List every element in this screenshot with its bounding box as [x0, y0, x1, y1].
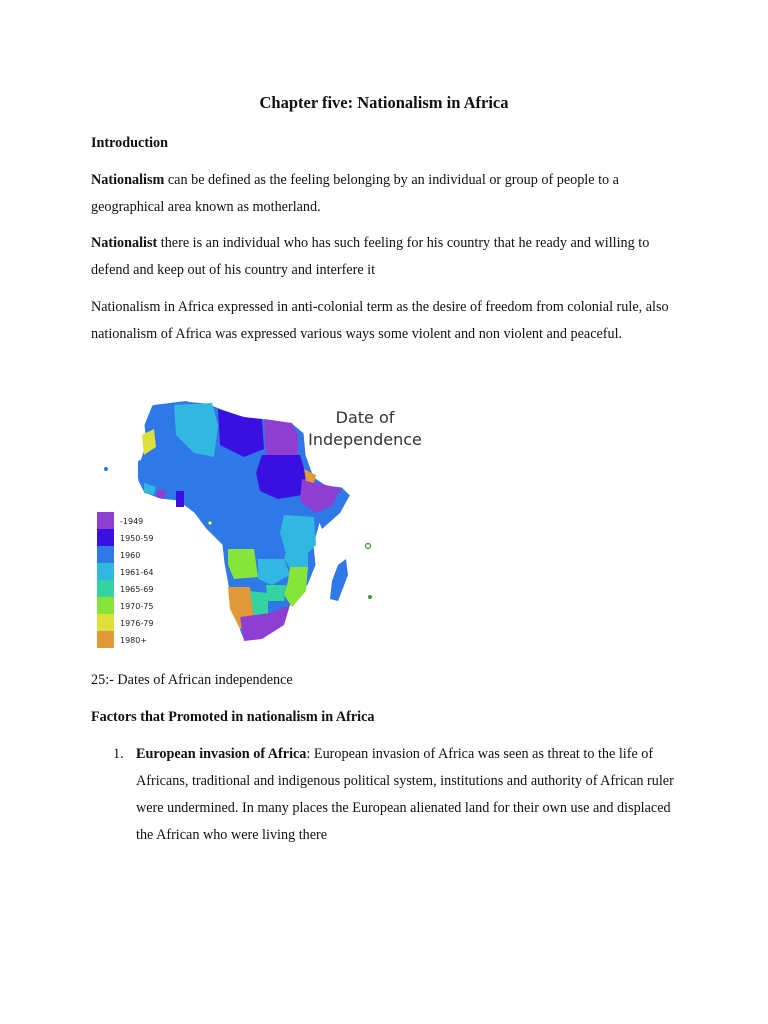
- list-item-body: [136, 741, 688, 849]
- legend-label: -1949: [120, 517, 144, 526]
- legend-label: 1965-69: [120, 585, 154, 594]
- paragraph-nationalism: [91, 167, 683, 221]
- legend-swatch: [97, 614, 114, 631]
- legend-swatch: [97, 597, 114, 614]
- legend-label: 1950-59: [120, 534, 154, 543]
- term-nationalism: Nationalism: [91, 172, 165, 188]
- figure-caption: 25:- Dates of African independence: [91, 672, 293, 688]
- legend-label: 1976-79: [120, 619, 154, 628]
- paragraph-nationalist: [91, 230, 683, 284]
- legend-label: 1961-64: [120, 568, 154, 577]
- list-item-term: European invasion of Africa: [136, 746, 307, 762]
- map-title-line2: Independence: [308, 430, 422, 449]
- term-nationalist: Nationalist: [91, 235, 158, 251]
- legend-swatch: [97, 546, 114, 563]
- chapter-title: Chapter five: Nationalism in Africa: [259, 93, 509, 112]
- paragraph-anticolonial: Nationalism in Africa expressed in anti-colonial term as the desire of freedom from colonial rule, also nationalism of Africa was expressed various ways some violent and non violent and peaceful.: [91, 299, 669, 342]
- map-title-line1: Date of: [335, 408, 395, 427]
- legend-swatch: [97, 580, 114, 597]
- africa-independence-map: [94, 395, 426, 653]
- list-item-text: European invasion of Africa was seen as threat to the life of Africans, traditional and indigenous political system, institutions and authority of African ruler were undermined. In many places the European alienated land for their own use and displaced the African who were living there: [136, 746, 674, 843]
- legend-swatch: [97, 631, 114, 648]
- legend-swatch: [97, 563, 114, 580]
- legend-swatch: [97, 512, 114, 529]
- list-item-separator: :: [306, 746, 311, 762]
- list-number: 1.: [113, 746, 124, 762]
- factors-heading: Factors that Promoted in nationalism in Africa: [91, 709, 375, 725]
- intro-heading: Introduction: [91, 135, 168, 151]
- legend-label: 1960: [120, 551, 141, 560]
- legend-label: 1970-75: [120, 602, 154, 611]
- definition-nationalism: can be defined as the feeling belonging by an individual or group of people to a geographical area known as motherland.: [91, 172, 619, 215]
- legend-swatch: [97, 529, 114, 546]
- definition-nationalist: there is an individual who has such feeling for his country that he ready and willing to defend and keep out of his country and interfere it: [91, 235, 650, 278]
- africa-map-graphic: [94, 395, 426, 653]
- legend-label: 1980+: [120, 636, 148, 645]
